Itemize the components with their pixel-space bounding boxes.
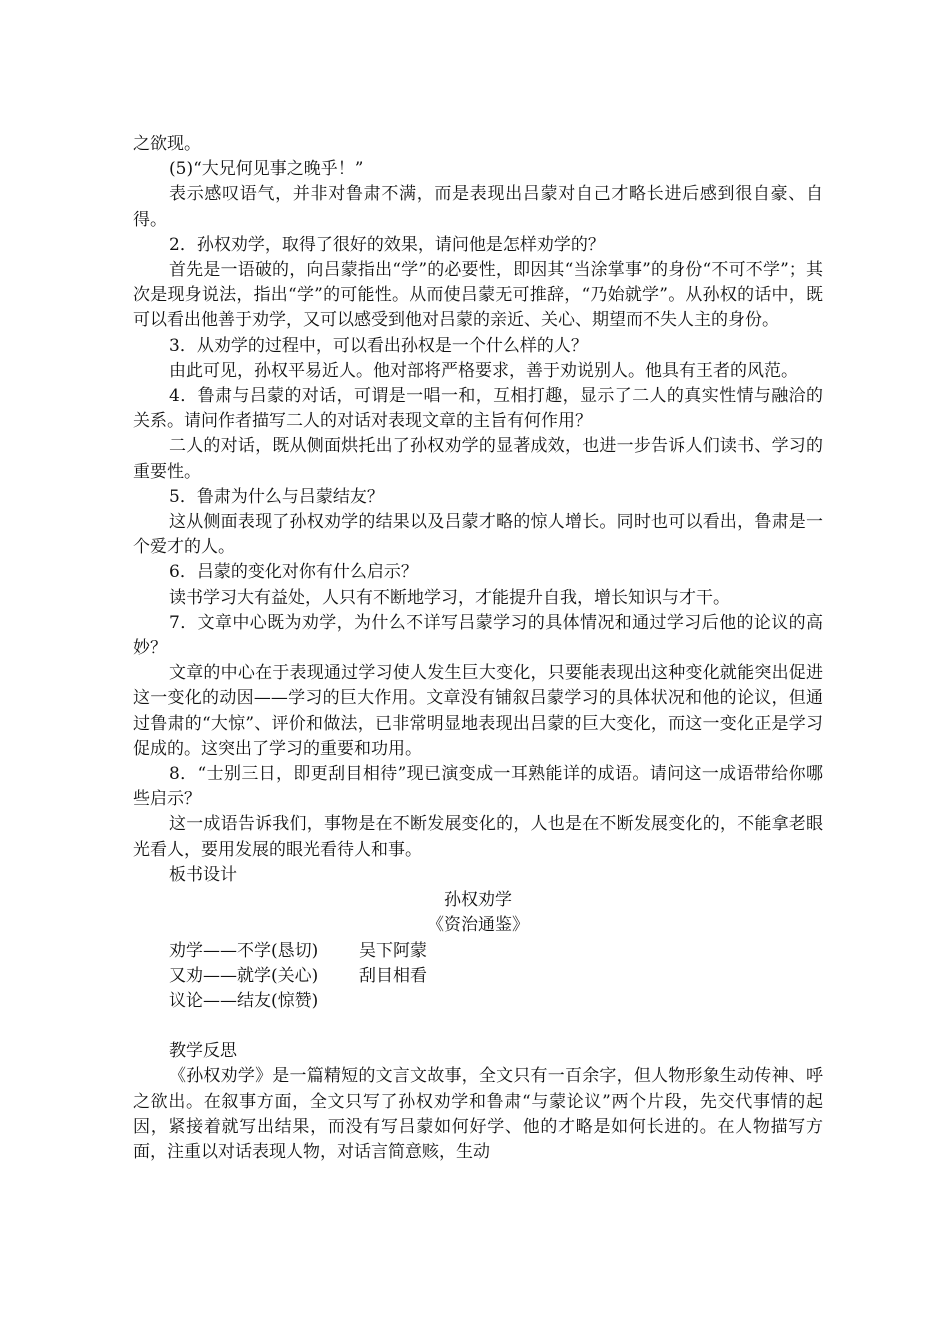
board-row-right: 刮目相看 — [359, 965, 427, 986]
paragraph: 5．鲁肃为什么与吕蒙结友？ — [169, 486, 384, 507]
reflection-text: 《孙权劝学》是一篇精短的文言文故事，全文只有一百余字，但人物形象生动传神、呼之欲出。在叙事方面，全文只写了孙权劝学和鲁肃“与蒙论议”两个片段，先交代事情的起因，紧接着就写出结果，而没有写吕蒙如何好学、他的才略是如何长进的。在人物描写方面，注重以对话表现人物，对话言简意赅，生动 — [133, 1066, 823, 1162]
paragraph: 4．鲁肃与吕蒙的对话，可谓是一唱一和，互相打趣，显示了二人的真实性情与融洽的关系。请问作者描写二人的对话对表现文章的主旨有何作用？ — [133, 386, 823, 432]
board-row-left: 议论——结友(惊赞) — [169, 990, 319, 1011]
paragraph: 这从侧面表现了孙权劝学的结果以及吕蒙才略的惊人增长。同时也可以看出，鲁肃是一个爱才的人。 — [133, 512, 823, 558]
board-row-left: 又劝——就学(关心) — [169, 965, 319, 986]
paragraph: 7．文章中心既为劝学，为什么不详写吕蒙学习的具体情况和通过学习后他的论议的高妙？ — [133, 612, 823, 659]
paragraph: 由此可见，孙权平易近人。他对部将严格要求，善于劝说别人。他具有王者的风范。 — [169, 360, 798, 381]
spacer — [133, 1014, 823, 1039]
body-text — [133, 132, 823, 888]
board-source: 《资治通鉴》 — [427, 915, 529, 936]
paragraph: 板书设计 — [169, 864, 237, 885]
paragraph: 8．“士别三日，即更刮目相待”现已演变成一耳熟能详的成语。请问这一成语带给你哪些启示？ — [133, 764, 823, 810]
paragraph: 读书学习大有益处，人只有不断地学习，才能提升自我，增长知识与才干。 — [169, 587, 730, 608]
document-page — [133, 132, 823, 1165]
paragraph: 3．从劝学的过程中，可以看出孙权是一个什么样的人？ — [169, 335, 588, 356]
board-row-left: 劝学——不学(恳切) — [169, 940, 319, 961]
paragraph: (5)“大兄何见事之晚乎！” — [169, 159, 364, 180]
reflection-heading: 教学反思 — [169, 1041, 237, 1062]
paragraph: 首先是一语破的，向吕蒙指出“学”的必要性，即因其“当涂掌事”的身份“不可不学”；其次是现身说法，指出“学”的可能性。从而使吕蒙无可推辞，“乃始就学”。从孙权的话中，既可以看出他善于劝学，又可以感受到他对吕蒙的亲近、关心、期望而不失人主的身份。 — [133, 260, 823, 331]
board-row — [133, 939, 823, 964]
board-title: 孙权劝学 — [444, 890, 512, 911]
paragraph: 之欲现。 — [133, 134, 201, 154]
paragraph: 2．孙权劝学，取得了很好的效果，请问他是怎样劝学的？ — [169, 234, 605, 255]
board-row — [133, 964, 823, 989]
paragraph: 6．吕蒙的变化对你有什么启示？ — [169, 562, 418, 583]
paragraph: 这一成语告诉我们，事物是在不断发展变化的，人也是在不断发展变化的，不能拿老眼光看人，要用发展的眼光看待人和事。 — [133, 814, 823, 860]
board-row — [133, 989, 823, 1014]
paragraph: 表示感叹语气，并非对鲁肃不满，而是表现出吕蒙对自己才略长进后感到很自豪、自得。 — [133, 184, 823, 230]
paragraph: 二人的对话，既从侧面烘托出了孙权劝学的显著成效，也进一步告诉人们读书、学习的重要性。 — [133, 436, 823, 482]
paragraph: 文章的中心在于表现通过学习使人发生巨大变化，只要能表现出这种变化就能突出促进这一变化的动因——学习的巨大作用。文章没有铺叙吕蒙学习的具体状况和他的论议，但通过鲁肃的“大惊”、评价和做法，已非常明显地表现出吕蒙的巨大变化，而这一变化正是学习促成的。这突出了学习的重要和功用。 — [133, 663, 823, 759]
board-row-right: 吴下阿蒙 — [359, 940, 427, 961]
